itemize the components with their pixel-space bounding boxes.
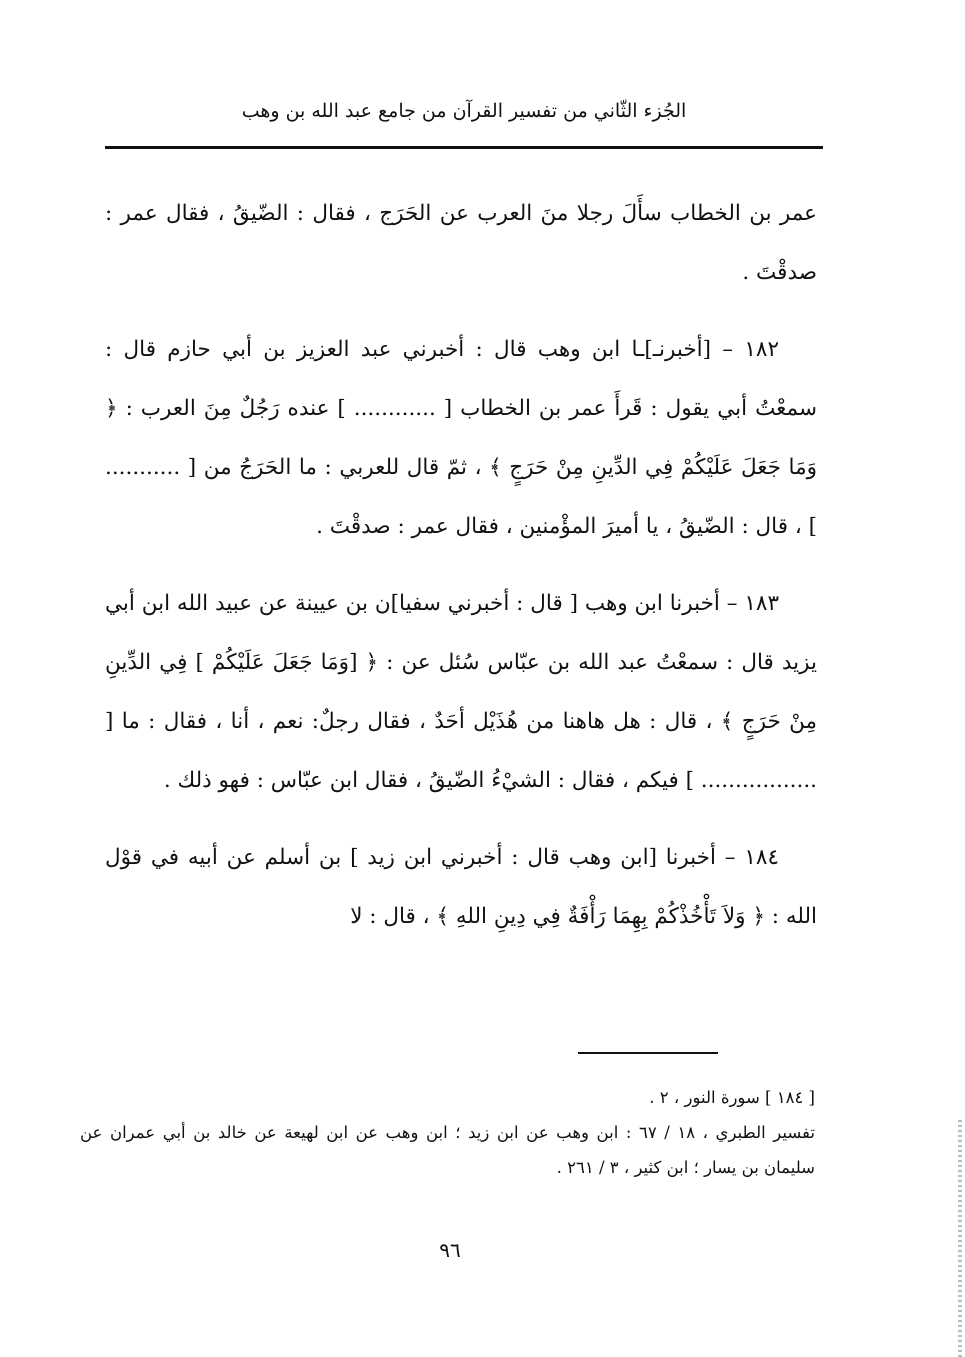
footnote-rule [578, 1052, 718, 1054]
narration-183: ١٨٣ – أخبرنا ابن وهب [ قال : أخبرني سفيا]ن بن عيينة عن عبيد الله ابن أبي يزيد قال : سمعْتُ عبد الله بن عبّاس سُئل عن : ﴿ [وَمَا جَعَلَ عَلَيْكُمْ ] فِي الدِّينِ مِنْ حَرَجٍ ﴾ ، قال : هل هاهنا من هُذَيْل أحَدٌ ، فقال رجلٌ: نعم ، أنا ، فقال : ما [ ................. ] فيكم ، فقال : الشيْءُ الضّيقُ ، فقال ابن عبّاس : فهو ذلك . [105, 591, 817, 793]
scan-edge-artifact [958, 1120, 962, 1357]
narration-184: ١٨٤ – أخبرنا [ابن وهب قال : أخبرني ابن زيد ] بن أسلم عن أبيه في قوْل الله : ﴿ وَلاَ تَأْخُذْكُمْ بِهِمَا رَأْفَةٌ فِي دِينِ اللهِ ﴾ ، قال : لا [105, 845, 817, 929]
paragraph-continuation: عمر بن الخطاب سأَلَ رجلا منَ العرب عن الحَرَج ، فقال : الضّيقُ ، فقال عمر : صدقْتَ . [105, 201, 817, 285]
footnotes [80, 1080, 815, 1185]
running-header: الجُزء الثّاني من تفسير القرآن من جامع عبد الله بن وهب [241, 100, 687, 122]
footnote-line: [ ١٨٤ ] سورة النور ، ٢ . [649, 1088, 815, 1107]
footnote-line: تفسير الطبري ، ١٨ / ٦٧ : ابن وهب عن ابن زيد ؛ ابن وهب عن ابن لهيعة عن خالد بن أبي عمران عن سليمان بن يسار ؛ ابن كثير ، ٣ / ٢٦١ . [80, 1123, 815, 1177]
page-number: ٩٦ [439, 1238, 461, 1262]
header-rule [105, 146, 823, 149]
narration-182: ١٨٢ – [أخبرنـ]ـا ابن وهب قال : أخبرني عبد العزيز بن أبي حازم قال : سمعْتُ أبي يقول : قَرأَ عمر بن الخطاب [ ............ ] عنده رَجُلٌ مِنَ العرب : ﴿ وَمَا جَعَلَ عَلَيْكُمْ فِي الدِّينِ مِنْ حَرَجٍ ﴾ ، ثمّ قال للعربي : ما الحَرَجُ من [ ........... ] ، قال : الضّيقُ ، يا أميرَ المؤْمنين ، فقال عمر : صدقْتَ . [105, 337, 817, 539]
main-text [105, 184, 817, 964]
